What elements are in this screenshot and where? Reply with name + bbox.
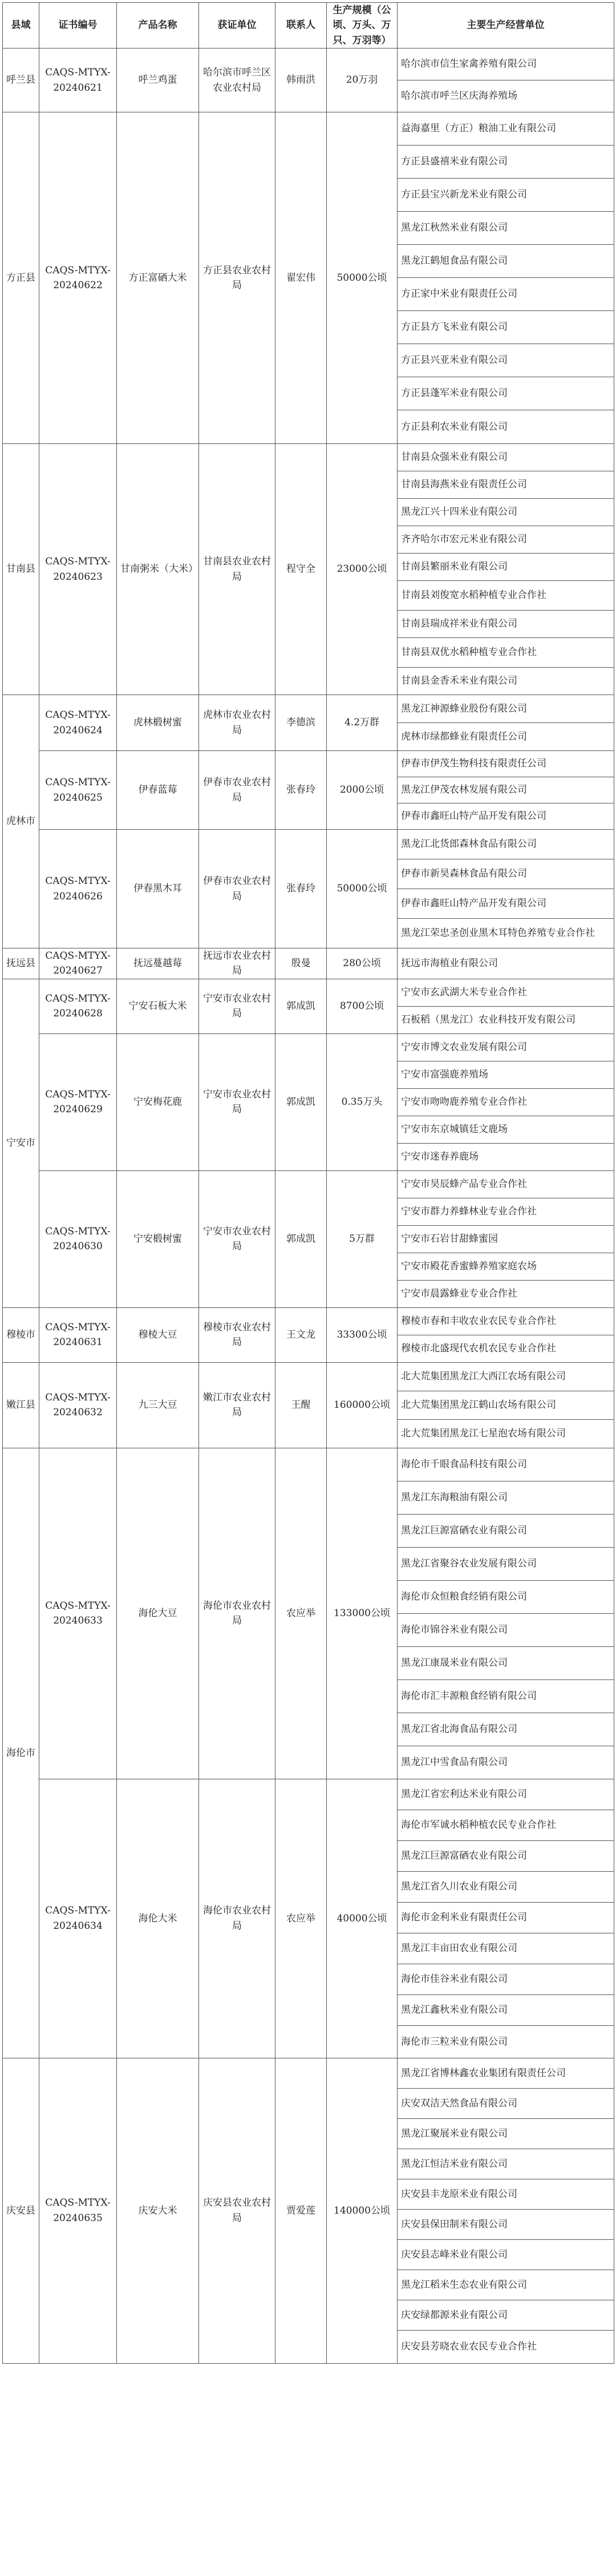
company-cell: 方正县蓬军米业有限公司 bbox=[398, 377, 614, 410]
cert-number-cell: CAQS-MTYX-20240621 bbox=[39, 49, 117, 112]
cert-number-cell: CAQS-MTYX-20240627 bbox=[39, 948, 117, 979]
scale-cell: 50000公顷 bbox=[327, 830, 398, 948]
company-cell: 石板稻（黑龙江）农业科技开发有限公司 bbox=[398, 1006, 614, 1033]
company-cell: 齐齐哈尔市宏元米业有限公司 bbox=[398, 526, 614, 554]
company-cell: 黑龙江康晟米业有限公司 bbox=[398, 1646, 614, 1679]
cert-unit-cell: 庆安县农业农村局 bbox=[199, 2058, 275, 2363]
cert-number-cell: CAQS-MTYX-20240625 bbox=[39, 751, 117, 830]
company-cell: 北大荒集团黑龙江大西江农场有限公司 bbox=[398, 1362, 614, 1391]
company-cell: 海伦市佳谷米业有限公司 bbox=[398, 1964, 614, 1994]
cert-number-cell: CAQS-MTYX-20240630 bbox=[39, 1170, 117, 1307]
company-cell: 方正县利农米业有限公司 bbox=[398, 410, 614, 444]
company-cell: 甘南县海燕米业有限责任公司 bbox=[398, 471, 614, 499]
product-name-cell: 抚远蔓越莓 bbox=[117, 948, 199, 979]
company-cell: 益海嘉里（方正）粮油工业有限公司 bbox=[398, 112, 614, 146]
cert-unit-cell: 宁安市农业农村局 bbox=[199, 1033, 275, 1170]
header-county: 县域 bbox=[3, 3, 39, 49]
company-cell: 黑龙江东海粮油有限公司 bbox=[398, 1481, 614, 1514]
company-cell: 宁安市昊辰蜂产品专业合作社 bbox=[398, 1170, 614, 1198]
cert-number-cell: CAQS-MTYX-20240632 bbox=[39, 1362, 117, 1448]
company-cell: 黑龙江稻米生态农业有限公司 bbox=[398, 2270, 614, 2300]
company-cell: 黑龙江兴十四米业有限公司 bbox=[398, 499, 614, 526]
scale-cell: 2000公顷 bbox=[327, 751, 398, 830]
company-cell: 方正县方飞米业有限公司 bbox=[398, 311, 614, 344]
contact-cell: 程守全 bbox=[275, 444, 327, 695]
table-row bbox=[3, 444, 614, 471]
contact-cell: 张春玲 bbox=[275, 830, 327, 948]
cert-unit-cell: 嫩江市农业农村局 bbox=[199, 1362, 275, 1448]
county-cell: 宁安市 bbox=[3, 979, 39, 1307]
table-row bbox=[3, 948, 614, 979]
company-cell: 黑龙江丰亩田农业有限公司 bbox=[398, 1933, 614, 1964]
company-cell: 海伦市军诚水稻种植农民专业合作社 bbox=[398, 1810, 614, 1840]
table-row bbox=[3, 1033, 614, 1061]
company-cell: 宁安市博文农业发展有限公司 bbox=[398, 1033, 614, 1061]
county-cell: 庆安县 bbox=[3, 2058, 39, 2363]
table-row bbox=[3, 49, 614, 80]
product-name-cell: 伊春蓝莓 bbox=[117, 751, 199, 830]
company-cell: 宁安市富强鹿养殖场 bbox=[398, 1061, 614, 1088]
scale-cell: 8700公顷 bbox=[327, 979, 398, 1033]
header-scale: 生产规模（公顷、万头、万只、万羽等） bbox=[327, 3, 398, 49]
table-row bbox=[3, 1307, 614, 1335]
company-cell: 庆安双洁天然食品有限公司 bbox=[398, 2088, 614, 2118]
table-row bbox=[3, 1779, 614, 1810]
company-cell: 庆安县保田制米有限公司 bbox=[398, 2209, 614, 2239]
company-cell: 宁安市晨露蜂业专业合作社 bbox=[398, 1280, 614, 1307]
county-cell: 呼兰县 bbox=[3, 49, 39, 112]
company-cell: 甘南县众强米业有限公司 bbox=[398, 444, 614, 471]
company-cell: 穆棱市春和丰收农业农民专业合作社 bbox=[398, 1307, 614, 1335]
company-cell: 伊春市鑫旺山特产品开发有限公司 bbox=[398, 889, 614, 919]
company-cell: 黑龙江中雪食品有限公司 bbox=[398, 1746, 614, 1779]
product-name-cell: 虎林椴树蜜 bbox=[117, 695, 199, 751]
company-cell: 伊春市鑫旺山特产品开发有限公司 bbox=[398, 804, 614, 830]
table-row bbox=[3, 1170, 614, 1198]
company-cell: 方正县兴亚米业有限公司 bbox=[398, 344, 614, 377]
contact-cell: 农应举 bbox=[275, 1448, 327, 1779]
company-cell: 海伦市锦谷米业有限公司 bbox=[398, 1613, 614, 1646]
cert-unit-cell: 抚远市农业农村局 bbox=[199, 948, 275, 979]
company-cell: 方正县盛禧米业有限公司 bbox=[398, 146, 614, 179]
scale-cell: 40000公顷 bbox=[327, 1779, 398, 2058]
company-cell: 黑龙江省北海食品有限公司 bbox=[398, 1713, 614, 1746]
scale-cell: 133000公顷 bbox=[327, 1448, 398, 1779]
company-cell: 黑龙江恒洁米业有限公司 bbox=[398, 2149, 614, 2179]
cert-unit-cell: 海伦市农业农村局 bbox=[199, 1779, 275, 2058]
contact-cell: 郭成凯 bbox=[275, 1170, 327, 1307]
table-row bbox=[3, 112, 614, 146]
cert-unit-cell: 伊春市农业农村局 bbox=[199, 830, 275, 948]
company-cell: 庆安县志峰米业有限公司 bbox=[398, 2239, 614, 2270]
county-cell: 虎林市 bbox=[3, 695, 39, 948]
document-page bbox=[2, 2, 614, 2364]
cert-unit-cell: 伊春市农业农村局 bbox=[199, 751, 275, 830]
cert-number-cell: CAQS-MTYX-20240622 bbox=[39, 112, 117, 444]
company-cell: 黑龙江巨源富硒农业有限公司 bbox=[398, 1840, 614, 1871]
cert-unit-cell: 虎林市农业农村局 bbox=[199, 695, 275, 751]
cert-number-cell: CAQS-MTYX-20240631 bbox=[39, 1307, 117, 1362]
company-cell: 北大荒集团黑龙江鹤山农场有限公司 bbox=[398, 1391, 614, 1419]
scale-cell: 23000公顷 bbox=[327, 444, 398, 695]
contact-cell: 郭成凯 bbox=[275, 979, 327, 1033]
company-cell: 宁安市群力养蜂林业专业合作社 bbox=[398, 1198, 614, 1225]
table-row bbox=[3, 695, 614, 723]
contact-cell: 王醒 bbox=[275, 1362, 327, 1448]
header-contact: 联系人 bbox=[275, 3, 327, 49]
company-cell: 黑龙江荣忠圣创业黑木耳特色养殖专业合作社 bbox=[398, 919, 614, 948]
table-row bbox=[3, 2058, 614, 2088]
certificate-table bbox=[2, 2, 614, 2364]
contact-cell: 张春玲 bbox=[275, 751, 327, 830]
cert-number-cell: CAQS-MTYX-20240624 bbox=[39, 695, 117, 751]
company-cell: 黑龙江省博林鑫农业集团有限责任公司 bbox=[398, 2058, 614, 2088]
company-cell: 甘南县金香禾米业有限公司 bbox=[398, 668, 614, 695]
cert-unit-cell: 哈尔滨市呼兰区农业农村局 bbox=[199, 49, 275, 112]
cert-number-cell: CAQS-MTYX-20240629 bbox=[39, 1033, 117, 1170]
contact-cell: 李德滨 bbox=[275, 695, 327, 751]
county-cell: 抚远县 bbox=[3, 948, 39, 979]
company-cell: 黑龙江北货郎森林食品有限公司 bbox=[398, 830, 614, 859]
table-row bbox=[3, 751, 614, 777]
company-cell: 甘南县双优水稻种植专业合作社 bbox=[398, 638, 614, 668]
scale-cell: 50000公顷 bbox=[327, 112, 398, 444]
product-name-cell: 宁安梅花鹿 bbox=[117, 1033, 199, 1170]
product-name-cell: 海伦大米 bbox=[117, 1779, 199, 2058]
county-cell: 穆棱市 bbox=[3, 1307, 39, 1362]
scale-cell: 5万群 bbox=[327, 1170, 398, 1307]
company-cell: 黑龙江鹤旭食品有限公司 bbox=[398, 245, 614, 278]
contact-cell: 韩雨洪 bbox=[275, 49, 327, 112]
scale-cell: 160000公顷 bbox=[327, 1362, 398, 1448]
company-cell: 黑龙江神源蜂业股份有限公司 bbox=[398, 695, 614, 723]
header-companies: 主要生产经营单位 bbox=[398, 3, 614, 49]
cert-unit-cell: 海伦市农业农村局 bbox=[199, 1448, 275, 1779]
company-cell: 黑龙江秋然米业有限公司 bbox=[398, 212, 614, 245]
cert-unit-cell: 方正县农业农村局 bbox=[199, 112, 275, 444]
company-cell: 甘南县刘俊宽水稻种植专业合作社 bbox=[398, 581, 614, 611]
company-cell: 宁安市殿花香蜜蜂养殖家庭农场 bbox=[398, 1253, 614, 1280]
header-cert-no: 证书编号 bbox=[39, 3, 117, 49]
company-cell: 庆安县芳晓农业农民专业合作社 bbox=[398, 2330, 614, 2363]
header-product: 产品名称 bbox=[117, 3, 199, 49]
company-cell: 伊春市新昊森林食品有限公司 bbox=[398, 859, 614, 889]
company-cell: 海伦市金利米业有限责任公司 bbox=[398, 1902, 614, 1933]
company-cell: 庆安县丰龙原米业有限公司 bbox=[398, 2179, 614, 2209]
product-name-cell: 宁安石板大米 bbox=[117, 979, 199, 1033]
company-cell: 黑龙江巨源富硒农业有限公司 bbox=[398, 1514, 614, 1547]
contact-cell: 贾爱莲 bbox=[275, 2058, 327, 2363]
cert-number-cell: CAQS-MTYX-20240626 bbox=[39, 830, 117, 948]
company-cell: 庆安绿都源米业有限公司 bbox=[398, 2300, 614, 2330]
cert-unit-cell: 宁安市农业农村局 bbox=[199, 979, 275, 1033]
scale-cell: 140000公顷 bbox=[327, 2058, 398, 2363]
county-cell: 方正县 bbox=[3, 112, 39, 444]
product-name-cell: 呼兰鸡蛋 bbox=[117, 49, 199, 112]
cert-unit-cell: 宁安市农业农村局 bbox=[199, 1170, 275, 1307]
company-cell: 北大荒集团黑龙江七星泡农场有限公司 bbox=[398, 1419, 614, 1448]
table-row bbox=[3, 830, 614, 859]
county-cell: 甘南县 bbox=[3, 444, 39, 695]
company-cell: 宁安市玄武湖大米专业合作社 bbox=[398, 979, 614, 1006]
scale-cell: 0.35万头 bbox=[327, 1033, 398, 1170]
company-cell: 哈尔滨市呼兰区庆海养殖场 bbox=[398, 80, 614, 112]
company-cell: 方正县宝兴新龙米业有限公司 bbox=[398, 179, 614, 212]
product-name-cell: 方正富硒大米 bbox=[117, 112, 199, 444]
company-cell: 黑龙江省聚谷农业发展有限公司 bbox=[398, 1547, 614, 1580]
county-cell: 海伦市 bbox=[3, 1448, 39, 2058]
company-cell: 宁安市石岩甘甜蜂蜜园 bbox=[398, 1225, 614, 1253]
company-cell: 黑龙江聚展米业有限公司 bbox=[398, 2118, 614, 2149]
company-cell: 海伦市众恒粮食经销有限公司 bbox=[398, 1580, 614, 1613]
product-name-cell: 穆棱大豆 bbox=[117, 1307, 199, 1362]
cert-number-cell: CAQS-MTYX-20240628 bbox=[39, 979, 117, 1033]
cert-number-cell: CAQS-MTYX-20240633 bbox=[39, 1448, 117, 1779]
company-cell: 抚远市海植业有限公司 bbox=[398, 948, 614, 979]
company-cell: 宁安市迷春养鹿场 bbox=[398, 1143, 614, 1170]
product-name-cell: 九三大豆 bbox=[117, 1362, 199, 1448]
product-name-cell: 宁安椴树蜜 bbox=[117, 1170, 199, 1307]
company-cell: 甘南县繁丽米业有限公司 bbox=[398, 554, 614, 581]
contact-cell: 郭成凯 bbox=[275, 1033, 327, 1170]
scale-cell: 20万羽 bbox=[327, 49, 398, 112]
company-cell: 海伦市汇丰源粮食经销有限公司 bbox=[398, 1679, 614, 1713]
county-cell: 嫩江县 bbox=[3, 1362, 39, 1448]
product-name-cell: 甘南粥米（大米） bbox=[117, 444, 199, 695]
product-name-cell: 海伦大豆 bbox=[117, 1448, 199, 1779]
contact-cell: 农应举 bbox=[275, 1779, 327, 2058]
contact-cell: 翟宏伟 bbox=[275, 112, 327, 444]
product-name-cell: 庆安大米 bbox=[117, 2058, 199, 2363]
product-name-cell: 伊春黑木耳 bbox=[117, 830, 199, 948]
company-cell: 穆棱市北盛现代农机农民专业合作社 bbox=[398, 1335, 614, 1362]
contact-cell: 殷曼 bbox=[275, 948, 327, 979]
company-cell: 宁安市吻吻鹿养殖专业合作社 bbox=[398, 1088, 614, 1116]
company-cell: 黑龙江鑫秋米业有限公司 bbox=[398, 1994, 614, 2025]
company-cell: 宁安市东京城镇廷文鹿场 bbox=[398, 1116, 614, 1143]
company-cell: 海伦市三粒米业有限公司 bbox=[398, 2025, 614, 2058]
company-cell: 黑龙江省久川农业有限公司 bbox=[398, 1871, 614, 1902]
contact-cell: 王文龙 bbox=[275, 1307, 327, 1362]
cert-number-cell: CAQS-MTYX-20240634 bbox=[39, 1779, 117, 2058]
scale-cell: 280公顷 bbox=[327, 948, 398, 979]
scale-cell: 33300公顷 bbox=[327, 1307, 398, 1362]
company-cell: 方正家中米业有限责任公司 bbox=[398, 278, 614, 311]
company-cell: 哈尔滨市信生家禽养殖有限公司 bbox=[398, 49, 614, 80]
cert-number-cell: CAQS-MTYX-20240623 bbox=[39, 444, 117, 695]
company-cell: 黑龙江伊茂农林发展有限公司 bbox=[398, 777, 614, 804]
table-row bbox=[3, 1448, 614, 1481]
table-header-row bbox=[3, 3, 614, 49]
company-cell: 海伦市千眼食品科技有限公司 bbox=[398, 1448, 614, 1481]
cert-number-cell: CAQS-MTYX-20240635 bbox=[39, 2058, 117, 2363]
company-cell: 伊春市伊茂生物科技有限责任公司 bbox=[398, 751, 614, 777]
header-cert-unit: 获证单位 bbox=[199, 3, 275, 49]
cert-unit-cell: 穆棱市农业农村局 bbox=[199, 1307, 275, 1362]
table-row bbox=[3, 1362, 614, 1391]
company-cell: 黑龙江省宏利达米业有限公司 bbox=[398, 1779, 614, 1810]
cert-unit-cell: 甘南县农业农村局 bbox=[199, 444, 275, 695]
scale-cell: 4.2万群 bbox=[327, 695, 398, 751]
company-cell: 虎林市绿都蜂业有限责任公司 bbox=[398, 723, 614, 751]
table-row bbox=[3, 979, 614, 1006]
company-cell: 甘南县瑞成祥米业有限公司 bbox=[398, 611, 614, 638]
